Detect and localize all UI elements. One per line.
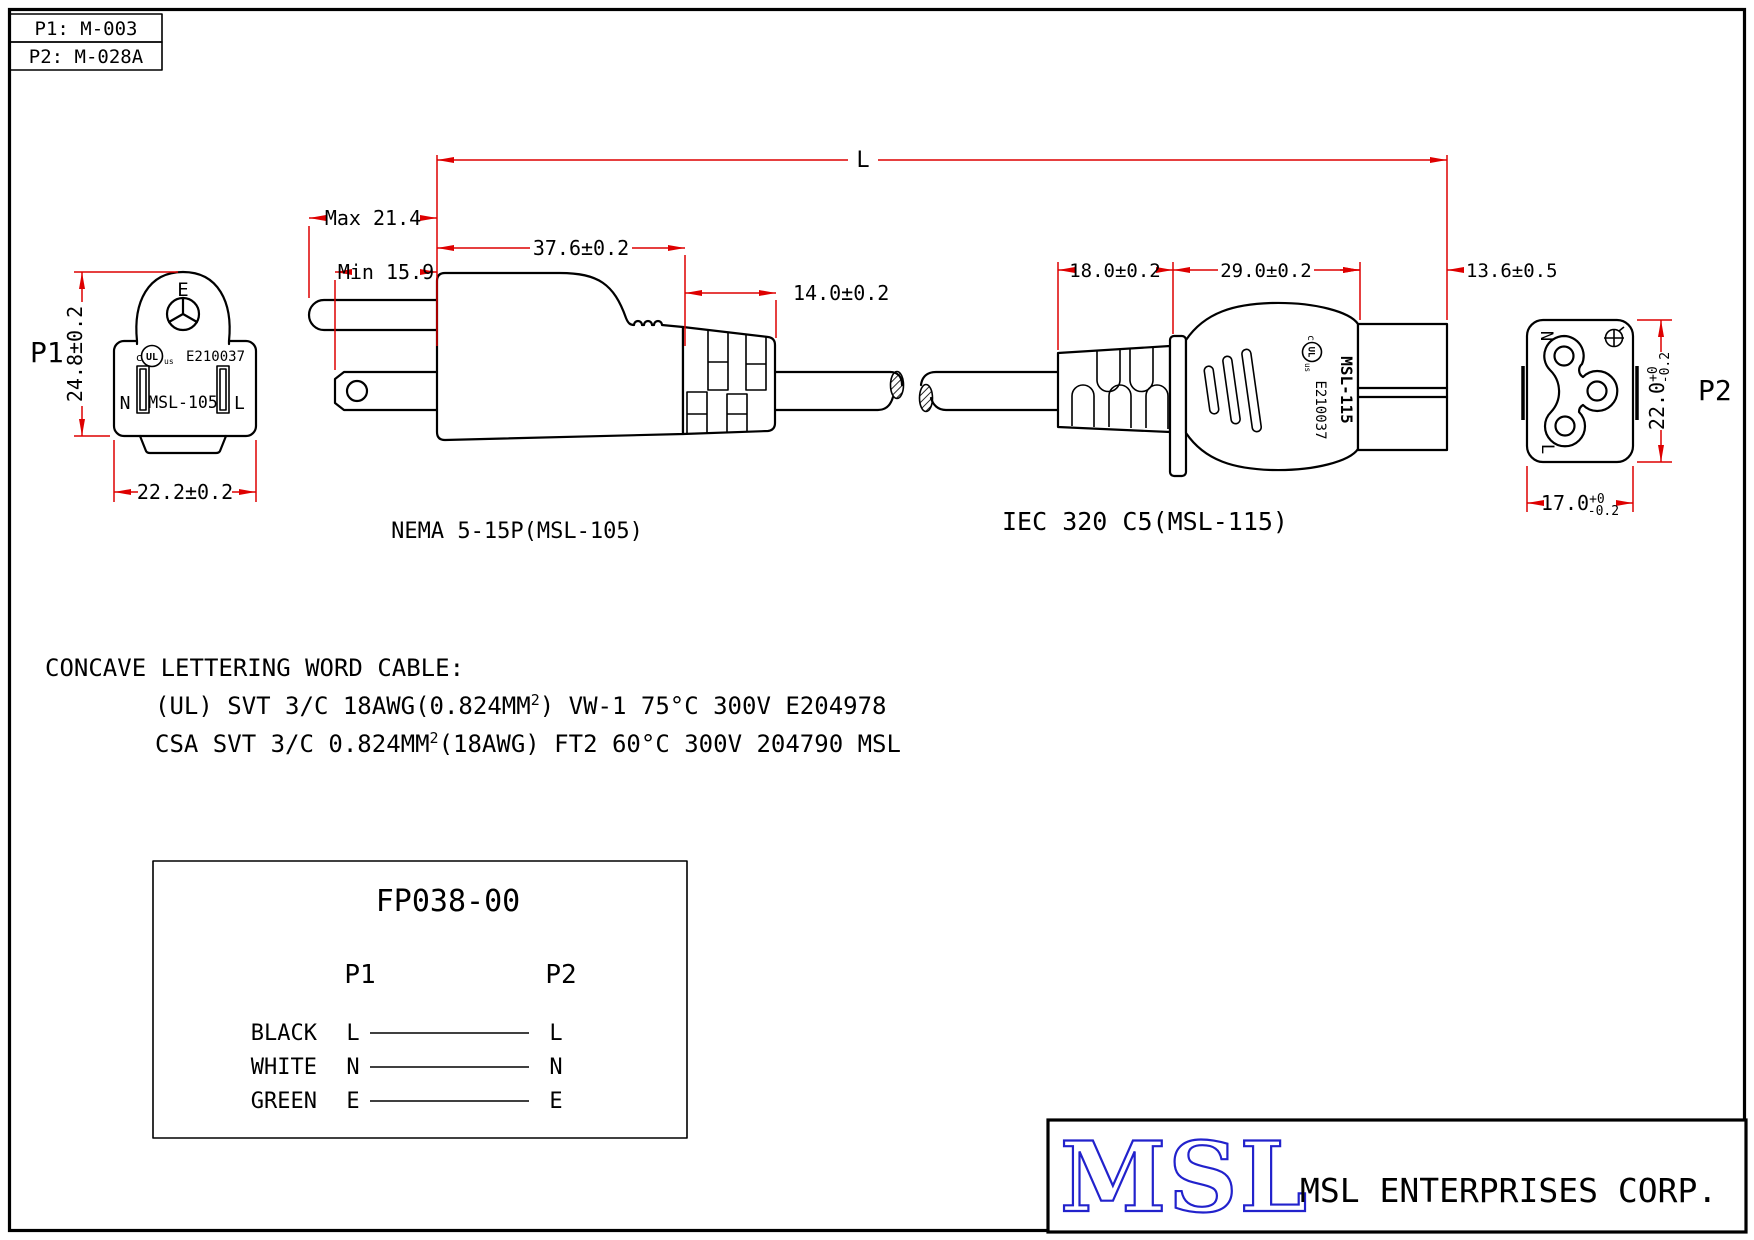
iec-dim-head-text: 13.6±0.5 [1466,260,1558,282]
p2-line-label: L [1537,443,1557,455]
title-block [1048,1120,1746,1234]
wire-color: GREEN [250,1089,317,1114]
p2-dim-width-text: $17.0^{+0}$ -0.2 [1540,491,1620,519]
p2-dim-height-text: $22.0^{+0}-0.2$ [1645,351,1673,431]
wire-from: N [346,1055,360,1080]
cable-break-end-2 [920,385,933,412]
wire-to: N [549,1055,563,1080]
ul-mark-ul: UL [145,352,159,363]
iec-ul-number: E210037 [1312,380,1328,440]
spec-title: CONCAVE LETTERING WORD CABLE: [45,654,465,682]
wire-to: L [549,1021,563,1046]
p2-neutral-label: N [1536,330,1556,342]
p1-earth-label: E [177,279,189,301]
ul-mark-us: us [164,357,174,366]
iec-ul-mark-us: us [1303,363,1312,373]
p1-dim-width-text: 22.2±0.2 [136,480,234,504]
iec-flange [1170,336,1186,476]
ref-p2: P2: M-028A [28,46,144,68]
dim-max-text: Max 21.4 [324,206,422,230]
p1-model: MSL-105 [148,393,218,412]
p1-line-label: L [234,393,245,414]
nema-caption: NEMA 5-15P(MSL-105) [391,519,643,544]
wire-color: BLACK [250,1021,317,1046]
iec-dim-body-text: 29.0±0.2 [1220,260,1312,282]
part-number: FP038-00 [375,884,521,919]
p1-ul-number: E210037 [186,349,246,365]
wiring-col-p2: P2 [545,960,577,990]
iec-ul-mark-c: c [1305,334,1316,342]
iec-dim-relief-text: 18.0±0.2 [1069,260,1161,282]
drawing-frame [10,10,1745,1231]
p1-dim-height-text: 24.8±0.2 [63,305,87,403]
cable-break-end-1 [891,372,904,399]
wiring-col-p1: P1 [344,960,376,990]
msl-logo: MSL [1060,1121,1310,1234]
iec-model: MSL-115 [1337,356,1356,424]
ul-mark-c: c [135,351,143,364]
dim-min-text: Min 15.9 [337,260,435,284]
dim-overall-length-text: L [856,148,870,173]
p1-neutral-label: N [119,393,131,414]
p2-label: P2 [1698,374,1732,407]
company-name: MSL ENTERPRISES CORP. [1300,1171,1718,1210]
iec-ul-mark-ul: UL [1305,346,1316,358]
wire-color: WHITE [250,1055,317,1080]
dim-body-text: 37.6±0.2 [532,236,630,260]
spec-ul-line: (UL) SVT 3/C $18AWG(0.824MM^2)$ VW-1 75°C 300V E204978 [155,691,887,720]
iec-body-outline [1186,303,1358,470]
wire-from: E [346,1089,360,1114]
p1-label: P1 [30,336,64,369]
ref-p1: P1: M-003 [34,18,138,40]
iec-caption: IEC 320 C5(MSL-115) [1002,507,1288,536]
dim-relief-text: 14.0±0.2 [793,281,890,305]
wire-from: L [346,1021,360,1046]
spec-csa-line: CSA SVT 3/C $0.824MM^2(18AWG)$ FT2 60°C 300V 204790 MSL [155,729,901,758]
nema-strain-relief [683,327,775,434]
wire-to: E [549,1089,563,1114]
